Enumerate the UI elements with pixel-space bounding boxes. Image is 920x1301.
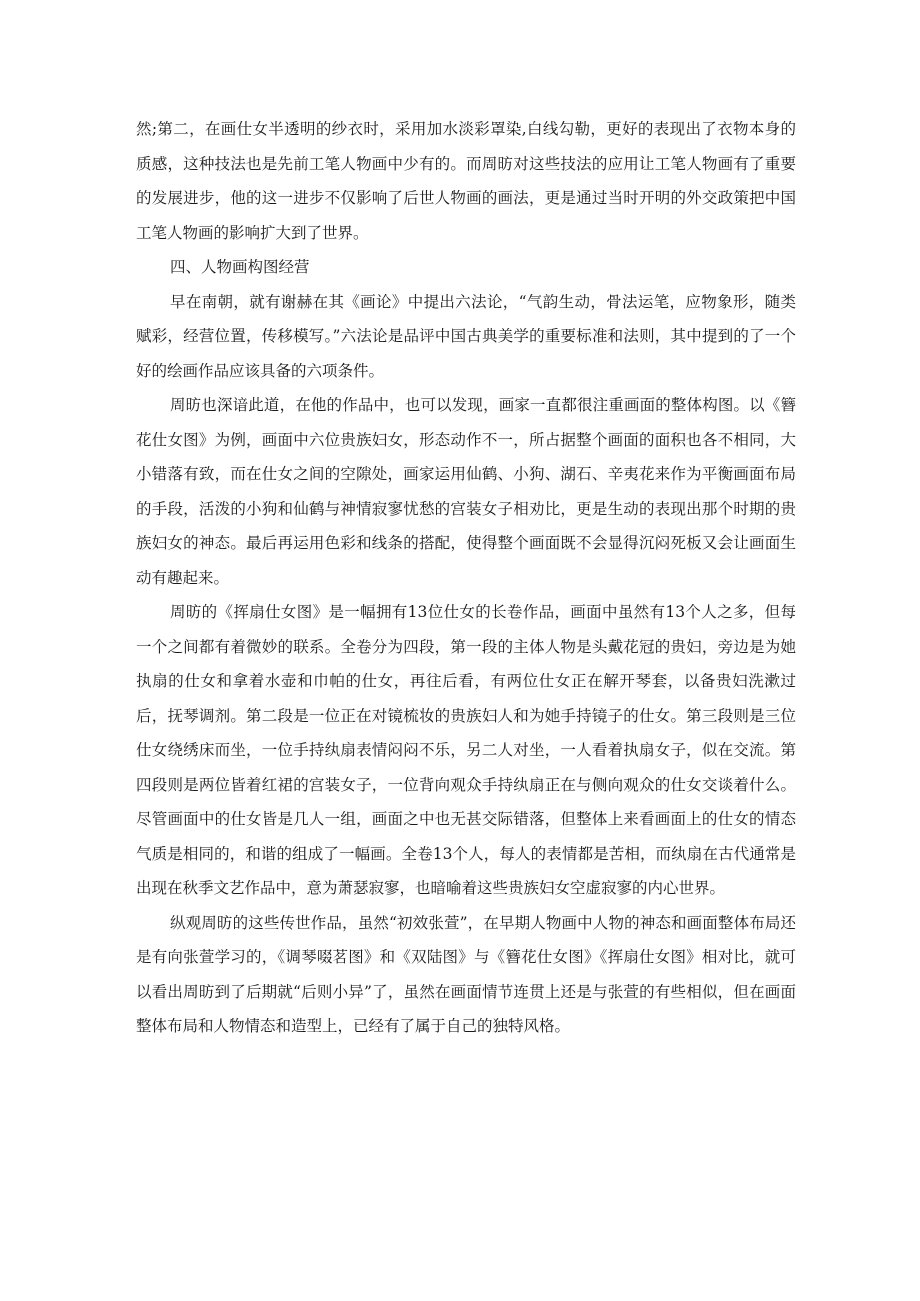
paragraph-composition: 周昉也深谙此道，在他的作品中，也可以发现，画家一直都很注重画面的整体构图。以《簪花仕女图》为例，画面中六位贵族妇女，形态动作不一，所占据整个画面的面积也各不相同，大小错落有致，而在仕女之间的空隙处，画家运用仙鹤、小狗、湖石、辛夷花来作为平衡画面布局的手段，活泼的小狗和仙鹤与神情寂寥忧愁的宫装女子相劝比，更是生动的表现出那个时期的贵族妇女的神态。最后再运用色彩和线条的搭配，使得整个画面既不会显得沉闷死板又会让画面生动有趣起来。	[136, 396, 796, 587]
section-heading: 四、人物画构图经营	[170, 258, 310, 276]
paragraph-six-principles: 早在南朝，就有谢赫在其《画论》中提出六法论，“气韵生动，骨法运笔，应物象形，随类赋彩，经营位置，传移模写。”六法论是品评中国古典美学的重要标准和法则，其中提到的了一个好的绘画作品应该具备的六项条件。	[136, 292, 796, 380]
document-page	[136, 112, 796, 1044]
paragraph-continuation: 然;第二，在画仕女半透明的纱衣时，采用加水淡彩罩染,白线勾勒，更好的表现出了衣物本身的质感，这种技法也是先前工笔人物画中少有的。而周昉对这些技法的应用让工笔人物画有了重要的发展进步，他的这一进步不仅影响了后世人物画的画法，更是通过当时开明的外交政策把中国工笔人物画的影响扩大到了世界。	[136, 120, 796, 242]
paragraph-conclusion: 纵观周昉的这些传世作品，虽然“初效张萱”，在早期人物画中人物的神态和画面整体布局还是有向张萱学习的，《调琴啜茗图》和《双陆图》与《簪花仕女图》《挥扇仕女图》相对比，就可以看出周昉到了后期就“后则小异”了，虽然在画面情节连贯上还是与张萱的有些相似，但在画面整体布局和人物情态和造型上，已经有了属于自己的独特风格。	[136, 913, 796, 1035]
paragraph-fan-painting: 周昉的《挥扇仕女图》是一幅拥有13位仕女的长卷作品，画面中虽然有13个人之多，但每一个之间都有着微妙的联系。全卷分为四段，第一段的主体人物是头戴花冠的贵妇，旁边是为她执扇的仕女和拿着水壶和巾帕的仕女，再往后看，有两位仕女正在解开琴套，以备贵妇洗漱过后，抚琴调剂。第二段是一位正在对镜梳妆的贵族妇人和为她手持镜子的仕女。第三段则是三位仕女绕绣床而坐，一位手持纨扇表情闷闷不乐，另二人对坐，一人看着执扇女子，似在交流。第四段则是两位皆着红裙的宫装女子，一位背向观众手持纨扇正在与侧向观众的仕女交谈着什么。尽管画面中的仕女皆是几人一组，画面之中也无甚交际错落，但整体上来看画面上的仕女的情态气质是相同的，和谐的组成了一幅画。全卷13个人，每人的表情都是苦相，而纨扇在古代通常是出现在秋季文艺作品中，意为萧瑟寂寥，也暗喻着这些贵族妇女空虚寂寥的内心世界。	[136, 603, 796, 897]
